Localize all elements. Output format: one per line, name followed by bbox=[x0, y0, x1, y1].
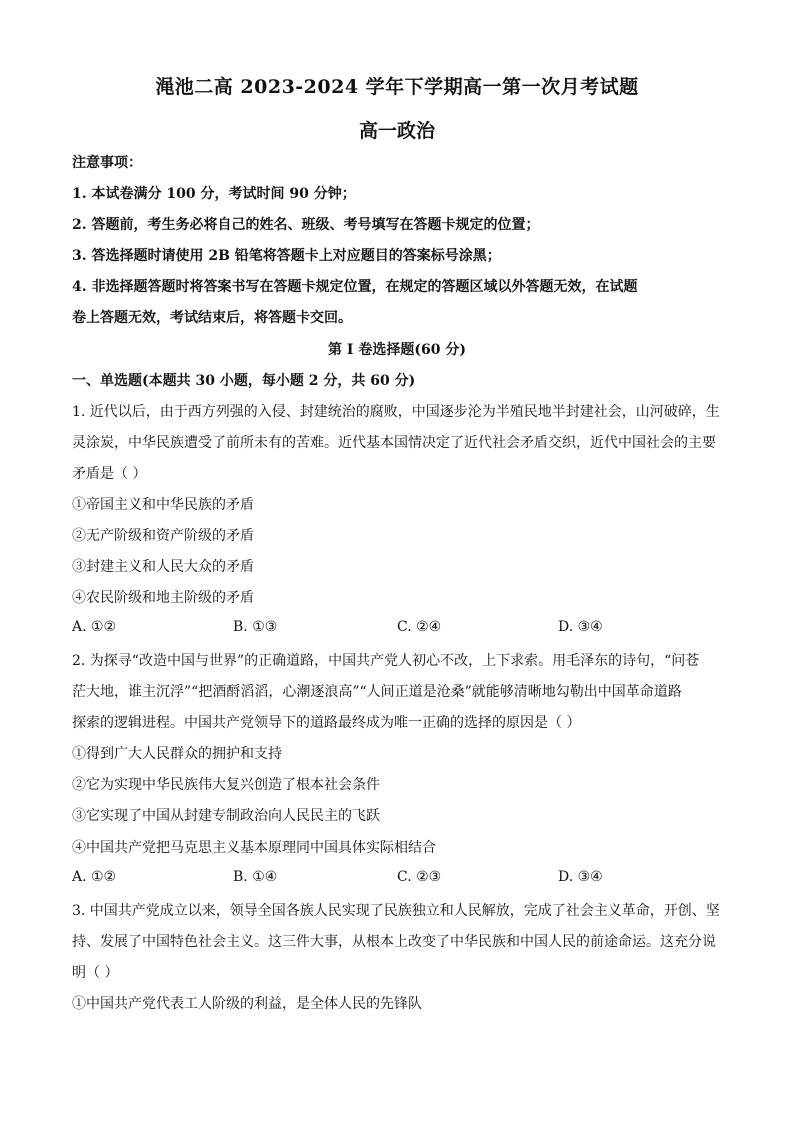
statement: ①帝国主义和中华民族的矛盾 bbox=[72, 497, 254, 513]
statement: ③它实现了中国从封建专制政治向人民民主的飞跃 bbox=[72, 808, 380, 824]
option-a: A. ①② bbox=[72, 619, 117, 635]
statement: ①得到广大人民群众的拥护和支持 bbox=[72, 746, 282, 762]
option-b: B. ①③ bbox=[233, 619, 278, 635]
question-text: 2. 为探寻“改造中国与世界”的正确道路，中国共产党人初心不改，上下求索。用毛泽东的诗句，“问苍 bbox=[72, 653, 700, 669]
question-text: 探索的逻辑进程。中国共产党领导下的道路最终成为唯一正确的选择的原因是（ ） bbox=[72, 715, 581, 731]
notice-heading: 注意事项： bbox=[72, 155, 142, 171]
option-d: D. ③④ bbox=[558, 869, 603, 885]
question-text: 持、发展了中国特色社会主义。这三件大事，从根本上改变了中华民族和中国人民的前途命运。这充分说 bbox=[72, 934, 716, 950]
notice-item: 3. 答选择题时请使用 2B 铅笔将答题卡上对应题目的答案标号涂黑； bbox=[72, 248, 501, 264]
option-d: D. ③④ bbox=[558, 619, 603, 635]
statement: ②无产阶级和资产阶级的矛盾 bbox=[72, 528, 254, 544]
exam-title: 渑池二高 2023-2024 学年下学期高一第一次月考试题 bbox=[155, 76, 639, 98]
question-text: 3. 中国共产党成立以来，领导全国各族人民实现了民族独立和人民解放，完成了社会主义革命，开创、坚 bbox=[72, 903, 720, 919]
question-text: 茫大地，谁主沉浮”“把酒酹滔滔，心潮逐浪高”“人间正道是沧桑”就能够清晰地勾勒出中国革命道路 bbox=[72, 684, 682, 700]
exam-subject: 高一政治 bbox=[358, 120, 435, 142]
statement: ③封建主义和人民大众的矛盾 bbox=[72, 559, 254, 575]
question-text: 1. 近代以后，由于西方列强的入侵、封建统治的腐败，中国逐步沦为半殖民地半封建社会，山河破碎，生 bbox=[72, 404, 720, 420]
statement: ④中国共产党把马克思主义基本原理同中国具体实际相结合 bbox=[72, 840, 436, 856]
question-text: 灵涂炭，中华民族遭受了前所未有的苦难。近代基本国情决定了近代社会矛盾交织，近代中国社会的主要 bbox=[72, 435, 716, 451]
notice-item: 1. 本试卷满分 100 分，考试时间 90 分钟； bbox=[72, 186, 356, 202]
option-a: A. ①② bbox=[72, 869, 117, 885]
option-b: B. ①④ bbox=[233, 869, 278, 885]
part-heading: 一、单选题(本题共 30 小题，每小题 2 分，共 60 分) bbox=[72, 373, 416, 389]
question-text: 矛盾是（ ） bbox=[72, 466, 147, 482]
statement: ②它为实现中华民族伟大复兴创造了根本社会条件 bbox=[72, 777, 380, 793]
option-c: C. ②④ bbox=[397, 619, 442, 635]
notice-item: 2. 答题前，考生务必将自己的姓名、班级、考号填写在答题卡规定的位置； bbox=[72, 217, 540, 233]
notice-item: 卷上答题无效，考试结束后，将答题卡交回。 bbox=[72, 310, 352, 326]
notice-item: 4. 非选择题答题时将答案书写在答题卡规定位置，在规定的答题区域以外答题无效，在试题 bbox=[72, 279, 638, 295]
option-c: C. ②③ bbox=[397, 869, 442, 885]
statement: ①中国共产党代表工人阶级的利益，是全体人民的先锋队 bbox=[72, 996, 422, 1012]
statement: ④农民阶级和地主阶级的矛盾 bbox=[72, 590, 254, 606]
question-text: 明（ ） bbox=[72, 965, 119, 981]
section-title: 第 I 卷选择题(60 分) bbox=[328, 342, 466, 358]
